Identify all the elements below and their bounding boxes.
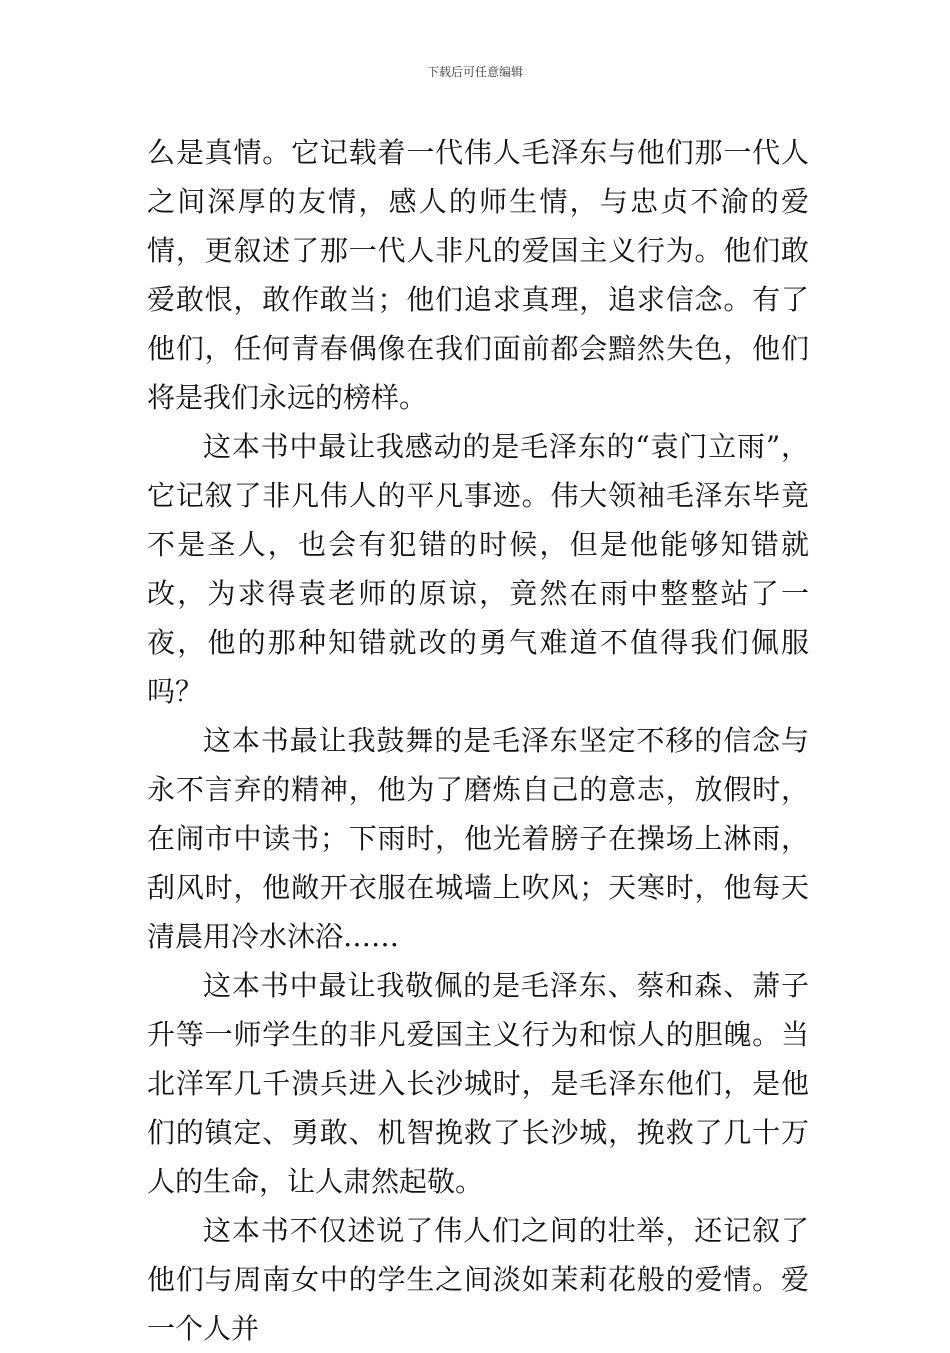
document-body [147,128,809,1353]
paragraph-2: 这本书中最让我感动的是毛泽东的“袁门立雨”，它记叙了非凡伟人的平凡事迹。伟大领袖毛泽东毕竟不是圣人，也会有犯错的时候，但是他能够知错就改，为求得袁老师的原谅，竟然在雨中整整站了一夜，他的那种知错就改的勇气难道不值得我们佩服吗？ [147,430,809,708]
paragraph-3: 这本书最让我鼓舞的是毛泽东坚定不移的信念与永不言弃的精神，他为了磨炼自己的意志，放假时，在闹市中读书；下雨时，他光着膀子在操场上淋雨，刮风时，他敞开衣服在城墙上吹风；天寒时，他每天清晨用冷水沐浴…… [147,724,809,953]
paragraph-1: 么是真情。它记载着一代伟人毛泽东与他们那一代人之间深厚的友情，感人的师生情，与忠贞不渝的爱情，更叙述了那一代人非凡的爱国主义行为。他们敢爱敢恨，敢作敢当；他们追求真理，追求信念。有了他们，任何青春偶像在我们面前都会黯然失色，他们将是我们永远的榜样。 [147,136,809,414]
paragraph-5: 这本书不仅述说了伟人们之间的壮举，还记叙了他们与周南女中的学生之间淡如茉莉花般的爱情。爱一个人并 [147,1214,809,1345]
page-header: 下载后可任意编辑 [426,65,523,79]
paragraph-4: 这本书中最让我敬佩的是毛泽东、蔡和森、萧子升等一师学生的非凡爱国主义行为和惊人的胆魄。当北洋军几千溃兵进入长沙城时，是毛泽东他们，是他们的镇定、勇敢、机智挽救了长沙城，挽救了几十万人的生命，让人肃然起敬。 [147,969,809,1198]
